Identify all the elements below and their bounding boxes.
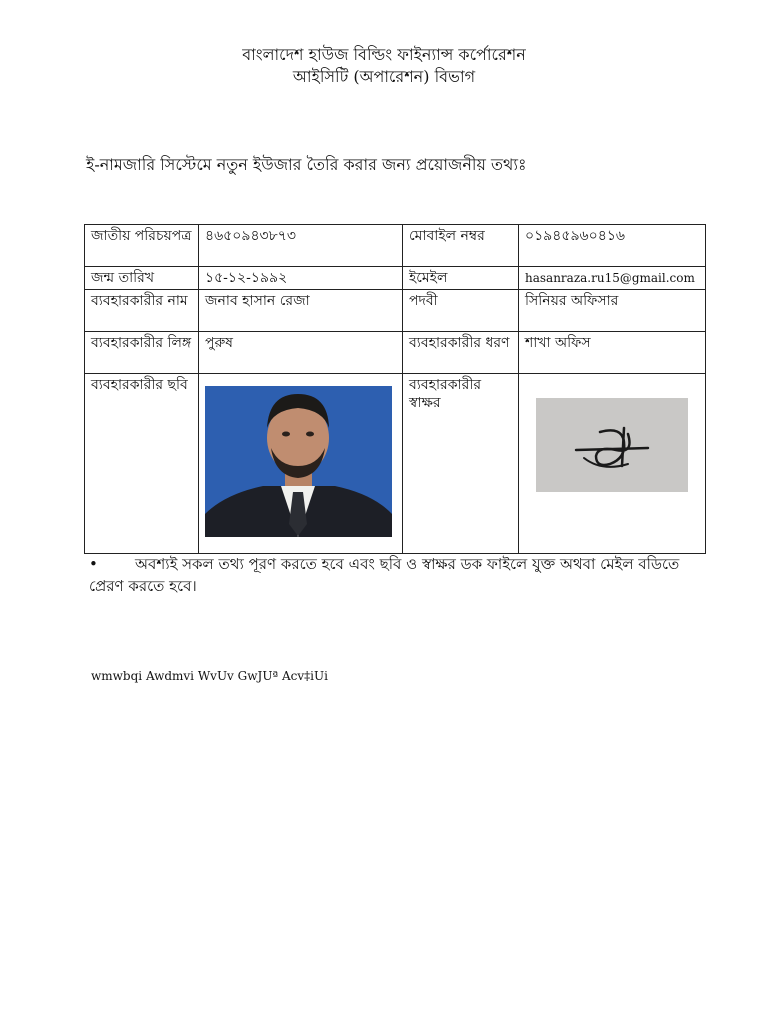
department-name: আইসিটি (অপারেশন) বিভাগ [292, 67, 476, 86]
photo-label: ব্যবহারকারীর ছবি [85, 374, 199, 554]
name-value: জনাব হাসান রেজা [199, 290, 403, 332]
instruction-note [89, 553, 709, 597]
document-header [0, 44, 768, 88]
designation-label: পদবী [403, 290, 519, 332]
user-type-label: ব্যবহারকারীর ধরণ [403, 332, 519, 374]
footer-text: wmwbqi Awdmvi WvUv GwJUª Acv‡iUi [91, 669, 328, 683]
gender-label: ব্যবহারকারীর লিঙ্গ [85, 332, 199, 374]
bullet-mark: • [89, 555, 98, 573]
signature-mark [562, 410, 662, 480]
mobile-label: মোবাইল নম্বর [403, 225, 519, 267]
mobile-value: ০১৯৪৫৯৬০৪১৬ [519, 225, 706, 267]
designation-value: সিনিয়র অফিসার [519, 290, 706, 332]
dob-value: ১৫-১২-১৯৯২ [199, 267, 403, 290]
dob-label: জন্ম তারিখ [85, 267, 199, 290]
table-row [85, 332, 706, 374]
user-photo [205, 386, 392, 537]
instruction-text: অবশ্যই সকল তথ্য পূরণ করতে হবে এবং ছবি ও স্বাক্ষর ডক ফাইলে যুক্ত অথবা মেইল বডিতে প্রেরণ করতে হবে। [89, 555, 680, 595]
table-row [85, 290, 706, 332]
email-label: ইমেইল [403, 267, 519, 290]
table-row [85, 374, 706, 554]
nid-label: জাতীয় পরিচয়পত্র [85, 225, 199, 267]
photo-cell [199, 374, 403, 554]
organization-name: বাংলাদেশ হাউজ বিল্ডিং ফাইন্যান্স কর্পোরেশন [242, 45, 526, 64]
signature-label: ব্যবহারকারীর স্বাক্ষর [403, 374, 519, 554]
user-info-table [84, 224, 706, 554]
user-photo-image [205, 386, 392, 537]
nid-value: ৪৬৫০৯৪৩৮৭৩ [199, 225, 403, 267]
user-type-value: শাখা অফিস [519, 332, 706, 374]
intro-heading: ই-নামজারি সিস্টেমে নতুন ইউজার তৈরি করার জন্য প্রয়োজনীয় তথ্যঃ [86, 155, 527, 174]
user-signature [536, 398, 688, 492]
signature-cell [519, 374, 706, 554]
gender-value: পুরুষ [199, 332, 403, 374]
table-row [85, 225, 706, 267]
email-value: hasanraza.ru15@gmail.com [519, 267, 706, 290]
name-label: ব্যবহারকারীর নাম [85, 290, 199, 332]
table-row [85, 267, 706, 290]
